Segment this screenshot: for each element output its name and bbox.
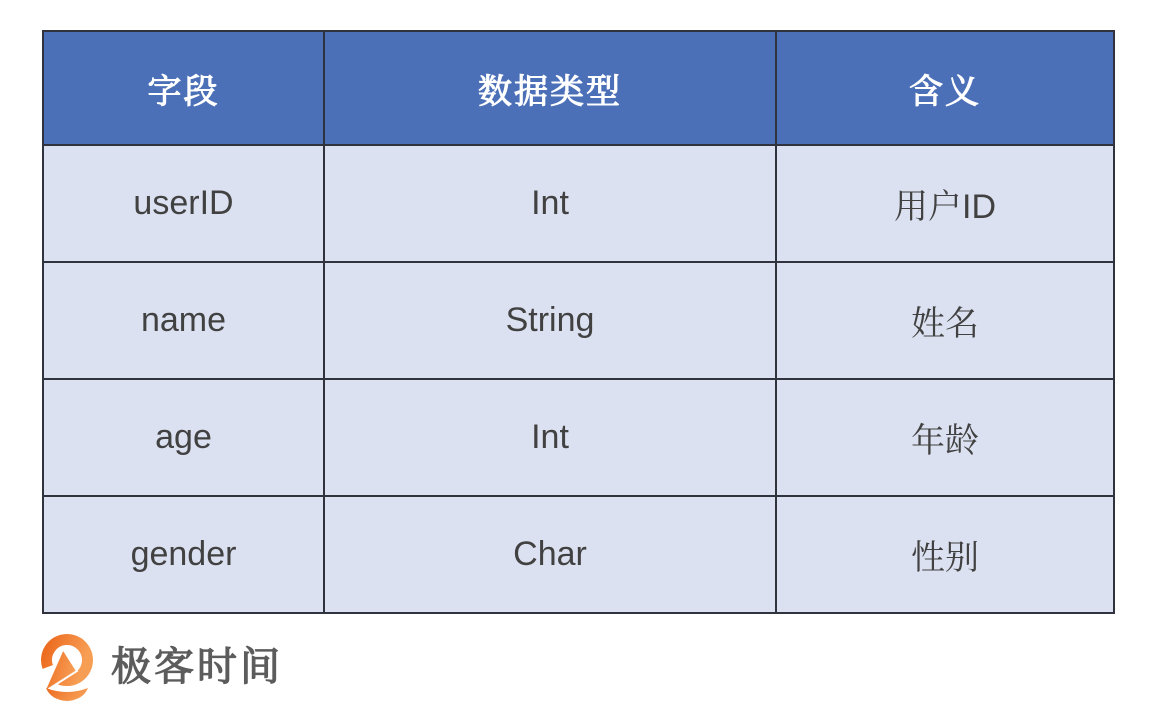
table-cell: Char	[324, 496, 776, 613]
table-cell: Int	[324, 379, 776, 496]
table-cell: gender	[43, 496, 324, 613]
table-cell: 年龄	[776, 379, 1114, 496]
table-row	[43, 145, 1114, 262]
geektime-logo-text: 极客时间	[111, 645, 283, 689]
column-header-field: 字段	[43, 31, 324, 145]
field-schema-table	[42, 30, 1115, 614]
table-row	[43, 262, 1114, 379]
table-row	[43, 496, 1114, 613]
column-header-meaning: 含义	[776, 31, 1114, 145]
table-cell: 性别	[776, 496, 1114, 613]
geektime-logo	[33, 633, 283, 701]
table-cell: 姓名	[776, 262, 1114, 379]
column-header-datatype: 数据类型	[324, 31, 776, 145]
table-header-row	[43, 31, 1114, 145]
table-cell: Int	[324, 145, 776, 262]
table-cell: name	[43, 262, 324, 379]
table-cell: 用户ID	[776, 145, 1114, 262]
table-cell: String	[324, 262, 776, 379]
table-cell: age	[43, 379, 324, 496]
geektime-logo-icon	[33, 633, 101, 701]
table-cell: userID	[43, 145, 324, 262]
table-row	[43, 379, 1114, 496]
